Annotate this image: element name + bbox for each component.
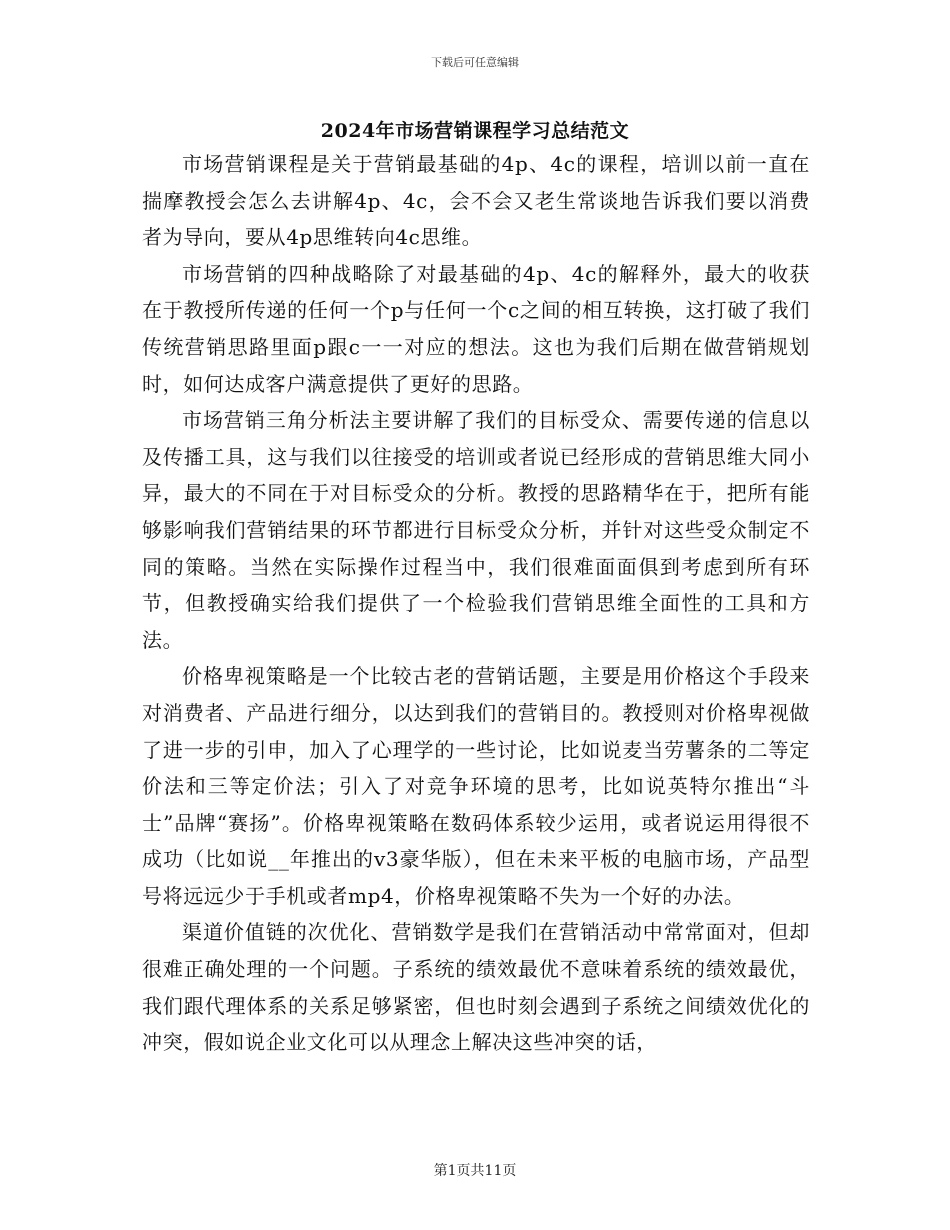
document-body [142,146,810,1061]
paragraph-2: 市场营销的四种战略除了对最基础的4p、4c的解释外，最大的收获在于教授所传递的任何一个p与任何一个c之间的相互转换，这打破了我们传统营销思路里面p跟c一一对应的想法。这也为我们后期在做营销规划时，如何达成客户满意提供了更好的思路。 [142,261,810,396]
page-header-note: 下载后可任意编辑 [431,56,519,69]
paragraph-3: 市场营销三角分析法主要讲解了我们的目标受众、需要传递的信息以及传播工具，这与我们以往接受的培训或者说已经形成的营销思维大同小异，最大的不同在于对目标受众的分析。教授的思路精华在于，把所有能够影响我们营销结果的环节都进行目标受众分析，并针对这些受众制定不同的策略。当然在实际操作过程当中，我们很难面面俱到考虑到所有环节，但教授确实给我们提供了一个检验我们营销思维全面性的工具和方法。 [142,408,810,652]
document-title: 2024年市场营销课程学习总结范文 [320,120,630,142]
page-number-footer: 第1页共11页 [433,1163,517,1179]
paragraph-1: 市场营销课程是关于营销最基础的4p、4c的课程，培训以前一直在揣摩教授会怎么去讲解4p、4c，会不会又老生常谈地告诉我们要以消费者为导向，要从4p思维转向4c思维。 [142,152,810,250]
paragraph-4: 价格卑视策略是一个比较古老的营销话题，主要是用价格这个手段来对消费者、产品进行细分，以达到我们的营销目的。教授则对价格卑视做了进一步的引申，加入了心理学的一些讨论，比如说麦当劳薯条的二等定价法和三等定价法；引入了对竞争环境的思考，比如说英特尔推出“斗士”品牌“赛扬”。价格卑视策略在数码体系较少运用，或者说运用得很不成功（比如说__年推出的v3豪华版），但在未来平板的电脑市场，产品型号将远远少于手机或者mp4，价格卑视策略不失为一个好的办法。 [142,664,810,908]
paragraph-5: 渠道价值链的次优化、营销数学是我们在营销活动中常常面对，但却很难正确处理的一个问题。子系统的绩效最优不意味着系统的绩效最优，我们跟代理体系的关系足够紧密，但也时刻会遇到子系统之间绩效优化的冲突，假如说企业文化可以从理念上解决这些冲突的话， [142,920,810,1055]
